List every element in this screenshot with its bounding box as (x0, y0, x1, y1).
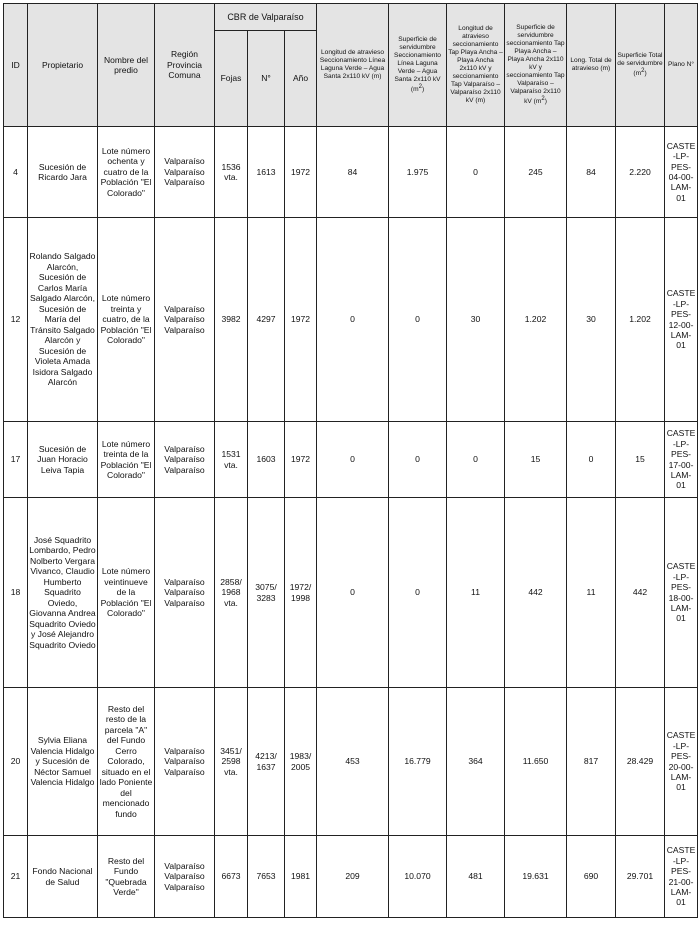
cell-long-total: 84 (567, 127, 616, 218)
header-numero: N° (248, 31, 285, 127)
cell-owner: Sucesión de Juan Horacio Leiva Tapia (28, 422, 98, 498)
cell-anio: 1983/ 2005 (285, 688, 317, 836)
cell-fojas: 6673 (215, 836, 248, 918)
cell-owner: Sucesión de Ricardo Jara (28, 127, 98, 218)
cell-sup-playa: 245 (505, 127, 567, 218)
header-superficie-laguna: Superficie de servidumbre Seccionamiento Línea Laguna Verde – Agua Santa 2x110 kV (m2) (389, 4, 447, 127)
cell-fojas: 1531 vta. (215, 422, 248, 498)
cell-sup-laguna: 0 (389, 218, 447, 422)
servidumbre-table (3, 3, 698, 918)
cell-long-total: 0 (567, 422, 616, 498)
header-fojas: Fojas (215, 31, 248, 127)
cell-numero: 1613 (248, 127, 285, 218)
cell-sup-laguna: 0 (389, 498, 447, 688)
cell-numero: 1603 (248, 422, 285, 498)
cell-fojas: 2858/ 1968 vta. (215, 498, 248, 688)
cell-anio: 1972 (285, 422, 317, 498)
cell-long-laguna: 0 (317, 218, 389, 422)
header-plano: Plano N° (665, 4, 698, 127)
cell-long-playa: 481 (447, 836, 505, 918)
cell-sup-total: 1.202 (616, 218, 665, 422)
header-owner: Propietario (28, 4, 98, 127)
cell-long-total: 817 (567, 688, 616, 836)
header-region: Región Provincia Comuna (155, 4, 215, 127)
cell-anio: 1972/ 1998 (285, 498, 317, 688)
cell-long-playa: 30 (447, 218, 505, 422)
cell-property: Lote número ochenta y cuatro de la Población "El Colorado" (98, 127, 155, 218)
cell-sup-total: 29.701 (616, 836, 665, 918)
cell-anio: 1981 (285, 836, 317, 918)
cell-plano: CASTE-LP-PES-17-00-LAM-01 (665, 422, 698, 498)
cell-fojas: 3451/ 2598 vta. (215, 688, 248, 836)
cell-anio: 1972 (285, 218, 317, 422)
cell-sup-playa: 19.631 (505, 836, 567, 918)
header-cbr-group: CBR de Valparaíso (215, 4, 317, 31)
cell-sup-total: 2.220 (616, 127, 665, 218)
cell-long-playa: 364 (447, 688, 505, 836)
cell-fojas: 1536 vta. (215, 127, 248, 218)
cell-sup-laguna: 1.975 (389, 127, 447, 218)
cell-region: Valparaíso Valparaíso Valparaíso (155, 836, 215, 918)
cell-region: Valparaíso Valparaíso Valparaíso (155, 688, 215, 836)
cell-property: Lote número treinta y cuatro, de la Población "El Colorado" (98, 218, 155, 422)
cell-sup-total: 15 (616, 422, 665, 498)
cell-id: 18 (4, 498, 28, 688)
header-superficie-playa: Superficie de servidumbre seccionamiento Tap Playa Ancha – Playa Ancha 2x110 kV y seccionamiento Tap Valparaíso – Valparaíso 2x110 kV (m2) (505, 4, 567, 127)
table-row (4, 498, 698, 688)
cell-plano: CASTE-LP-PES-20-00-LAM-01 (665, 688, 698, 836)
table-row (4, 218, 698, 422)
header-longitud-laguna: Longitud de atravieso Seccionamiento Línea Laguna Verde – Agua Santa 2x110 kV (m) (317, 4, 389, 127)
table-row (4, 422, 698, 498)
cell-id: 4 (4, 127, 28, 218)
cell-long-laguna: 453 (317, 688, 389, 836)
header-long-total: Long. Total de atravieso (m) (567, 4, 616, 127)
cell-sup-playa: 15 (505, 422, 567, 498)
cell-long-laguna: 84 (317, 127, 389, 218)
header-id: ID (4, 4, 28, 127)
cell-long-playa: 0 (447, 422, 505, 498)
cell-long-total: 11 (567, 498, 616, 688)
cell-numero: 7653 (248, 836, 285, 918)
cell-plano: CASTE-LP-PES-18-00-LAM-01 (665, 498, 698, 688)
cell-long-laguna: 0 (317, 498, 389, 688)
cell-owner: Rolando Salgado Alarcón, Sucesión de Carlos María Salgado Alarcón, Sucesión de María del Tránsito Salgado Alarcón y Sucesión de Violeta Amada Isidora Salgado Alarcón (28, 218, 98, 422)
cell-numero: 4297 (248, 218, 285, 422)
table-row (4, 836, 698, 918)
cell-long-laguna: 209 (317, 836, 389, 918)
cell-long-playa: 11 (447, 498, 505, 688)
cell-sup-playa: 1.202 (505, 218, 567, 422)
cell-sup-laguna: 10.070 (389, 836, 447, 918)
header-anio: Año (285, 31, 317, 127)
cell-property: Lote número veintinueve de la Población "El Colorado" (98, 498, 155, 688)
cell-property: Resto del Fundo "Quebrada Verde" (98, 836, 155, 918)
cell-region: Valparaíso Valparaíso Valparaíso (155, 422, 215, 498)
cell-long-playa: 0 (447, 127, 505, 218)
cell-owner: Fondo Nacional de Salud (28, 836, 98, 918)
cell-long-laguna: 0 (317, 422, 389, 498)
header-superficie-total: Superficie Total de servidumbre (m2) (616, 4, 665, 127)
cell-owner: Sylvia Eliana Valencia Hidalgo y Sucesión de Néctor Samuel Valencia Hidalgo (28, 688, 98, 836)
cell-long-total: 30 (567, 218, 616, 422)
cell-sup-laguna: 0 (389, 422, 447, 498)
table-header (4, 4, 698, 127)
cell-sup-total: 28.429 (616, 688, 665, 836)
header-longitud-playa: Longitud de atravieso seccionamiento Tap Playa Ancha – Playa Ancha 2x110 kV y seccionamiento Tap Valparaíso – Valparaíso 2x110 kV (m) (447, 4, 505, 127)
cell-numero: 3075/ 3283 (248, 498, 285, 688)
table-body (4, 127, 698, 918)
table-row (4, 688, 698, 836)
cell-plano: CASTE-LP-PES-04-00-LAM-01 (665, 127, 698, 218)
cell-region: Valparaíso Valparaíso Valparaíso (155, 498, 215, 688)
cell-anio: 1972 (285, 127, 317, 218)
cell-numero: 4213/ 1637 (248, 688, 285, 836)
cell-id: 21 (4, 836, 28, 918)
cell-sup-playa: 11.650 (505, 688, 567, 836)
cell-sup-laguna: 16.779 (389, 688, 447, 836)
cell-id: 17 (4, 422, 28, 498)
cell-sup-total: 442 (616, 498, 665, 688)
cell-region: Valparaíso Valparaíso Valparaíso (155, 218, 215, 422)
header-property-name: Nombre del predio (98, 4, 155, 127)
cell-plano: CASTE-LP-PES-12-00-LAM-01 (665, 218, 698, 422)
cell-region: Valparaíso Valparaíso Valparaíso (155, 127, 215, 218)
cell-owner: José Squadrito Lombardo, Pedro Nolberto Vergara Vivanco, Claudio Humberto Squadrito Oviedo, Giovanna Andrea Squadrito Oviedo y José Alejandro Squadrito Oviedo (28, 498, 98, 688)
cell-id: 12 (4, 218, 28, 422)
table-row (4, 127, 698, 218)
cell-sup-playa: 442 (505, 498, 567, 688)
cell-fojas: 3982 (215, 218, 248, 422)
cell-plano: CASTE-LP-PES-21-00-LAM-01 (665, 836, 698, 918)
cell-id: 20 (4, 688, 28, 836)
cell-long-total: 690 (567, 836, 616, 918)
cell-property: Lote número treinta de la Población "El Colorado" (98, 422, 155, 498)
cell-property: Resto del resto de la parcela "A" del Fundo Cerro Colorado, situado en el lado Poniente del mencionado fundo (98, 688, 155, 836)
